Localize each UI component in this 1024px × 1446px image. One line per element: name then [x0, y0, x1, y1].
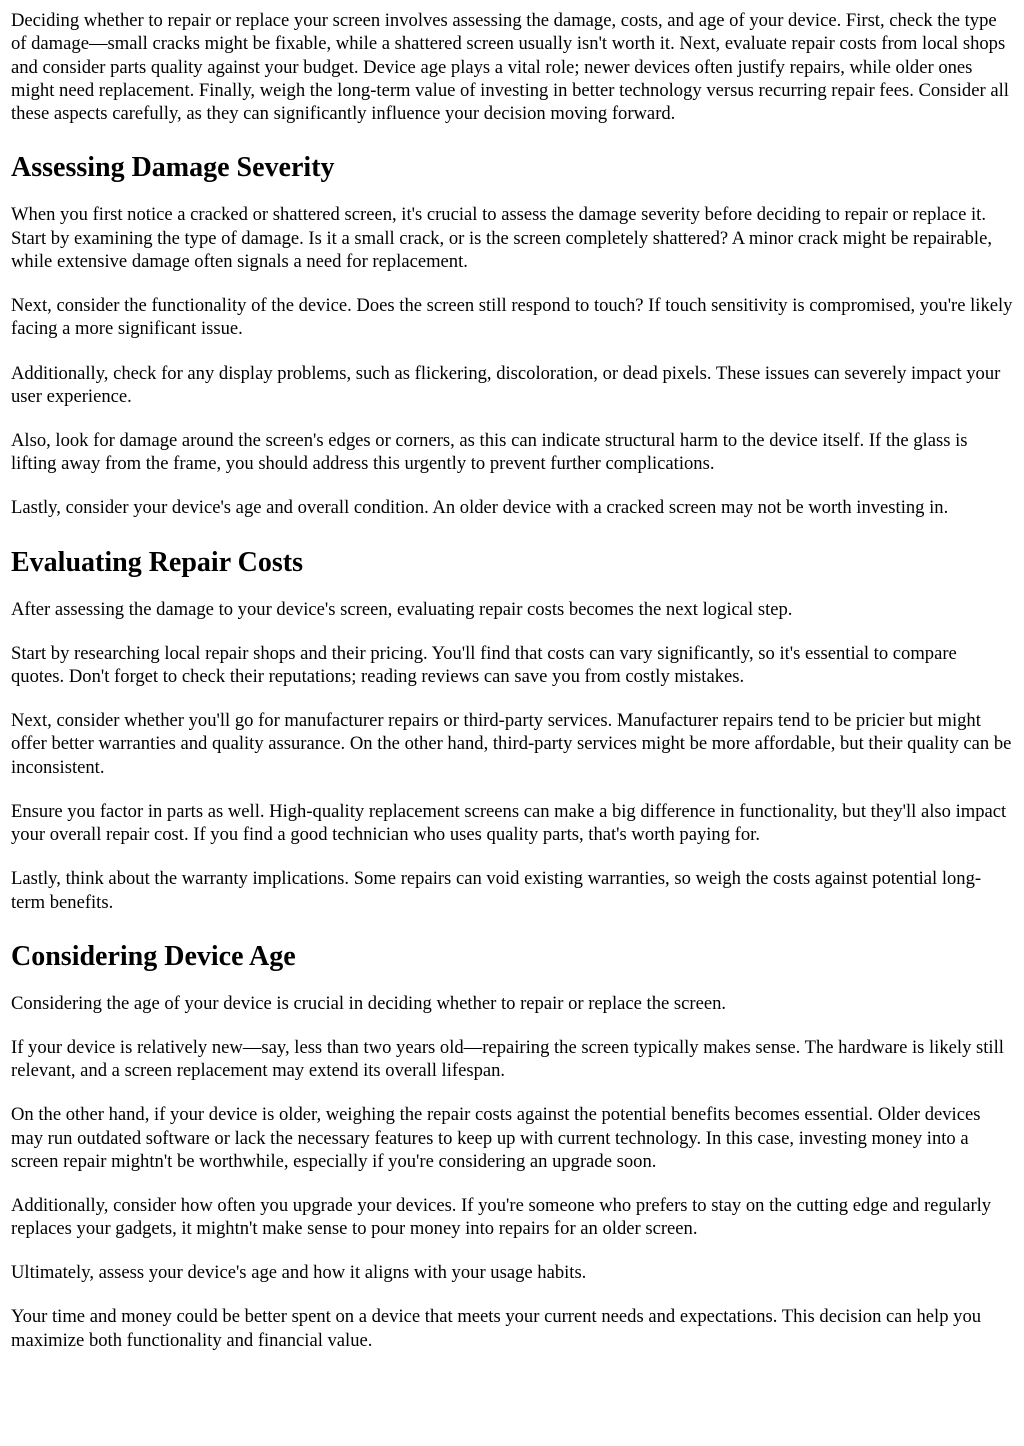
section-heading: Considering Device Age — [11, 940, 296, 972]
paragraph: If your device is relatively new—say, less than two years old—repairing the screen typically makes sense. The hardware is likely still relevant, and a screen replacement may extend its overall lifespan. — [11, 1036, 1004, 1082]
paragraph: Next, consider the functionality of the device. Does the screen still respond to touch? If touch sensitivity is compromised, you're likely facing a more significant issue. — [11, 295, 1013, 340]
section-heading: Assessing Damage Severity — [11, 152, 335, 184]
paragraph: Considering the age of your device is crucial in deciding whether to repair or replace the screen. — [11, 992, 727, 1014]
section-assessing-damage — [11, 151, 1014, 519]
paragraph: Lastly, think about the warranty implications. Some repairs can void existing warranties, so weigh the costs against potential long-term benefits. — [11, 868, 982, 913]
paragraph: When you first notice a cracked or shattered screen, it's crucial to assess the damage severity before deciding to repair or replace it. Start by examining the type of damage. Is it a small crack, or is the screen completely shattered? A minor crack might be repairable, while extensive damage often signals a need for replacement. — [11, 204, 992, 273]
paragraph: Start by researching local repair shops and their pricing. You'll find that costs can vary significantly, so it's essential to compare quotes. Don't forget to check their reputations; reading reviews can save you from costly mistakes. — [11, 642, 957, 688]
paragraph: Your time and money could be better spent on a device that meets your current needs and expectations. This decision can help you maximize both functionality and financial value. — [11, 1306, 982, 1351]
paragraph: Also, look for damage around the screen's edges or corners, as this can indicate structural harm to the device itself. If the glass is lifting away from the frame, you should address this urgently to prevent further complications. — [11, 429, 968, 475]
paragraph: Additionally, check for any display problems, such as flickering, discoloration, or dead pixels. These issues can severely impact your user experience. — [11, 362, 1001, 407]
paragraph: Additionally, consider how often you upgrade your devices. If you're someone who prefers to stay on the cutting edge and regularly replaces your gadgets, it mightn't make sense to pour money into repairs for an older screen. — [11, 1194, 992, 1240]
section-heading: Evaluating Repair Costs — [11, 546, 303, 578]
intro-paragraph: Deciding whether to repair or replace your screen involves assessing the damage, costs, and age of your device. First, check the type of damage—small cracks might be fixable, while a shattered screen usually isn't worth it. Next, evaluate repair costs from local shops and consider parts quality against your budget. Device age plays a vital role; newer devices often justify repairs, while older ones might need replacement. Finally, weigh the long-term value of investing in better technology versus recurring repair fees. Consider all these aspects carefully, as they can significantly influence your decision moving forward. — [11, 10, 1009, 125]
paragraph: Lastly, consider your device's age and overall condition. An older device with a cracked screen may not be worth investing in. — [11, 497, 949, 519]
paragraph: Next, consider whether you'll go for manufacturer repairs or third-party services. Manufacturer repairs tend to be pricier but might offer better warranties and quality assurance. On the other hand, third-party services might be more affordable, but their quality can be inconsistent. — [11, 710, 1012, 778]
paragraph: Ensure you factor in parts as well. High-quality replacement screens can make a big difference in functionality, but they'll also impact your overall repair cost. If you find a good technician who uses quality parts, that's worth paying for. — [11, 800, 1007, 846]
paragraph: After assessing the damage to your device's screen, evaluating repair costs becomes the next logical step. — [11, 598, 793, 620]
section-device-age — [11, 940, 1014, 1352]
paragraph: On the other hand, if your device is older, weighing the repair costs against the potential benefits becomes essential. Older devices may run outdated software or lack the necessary features to keep up with current technology. In this case, investing money into a screen repair mightn't be worthwhile, especially if you're considering an upgrade soon. — [11, 1104, 981, 1172]
paragraph: Ultimately, assess your device's age and how it aligns with your usage habits. — [11, 1262, 587, 1284]
section-evaluating-costs — [11, 546, 1014, 914]
